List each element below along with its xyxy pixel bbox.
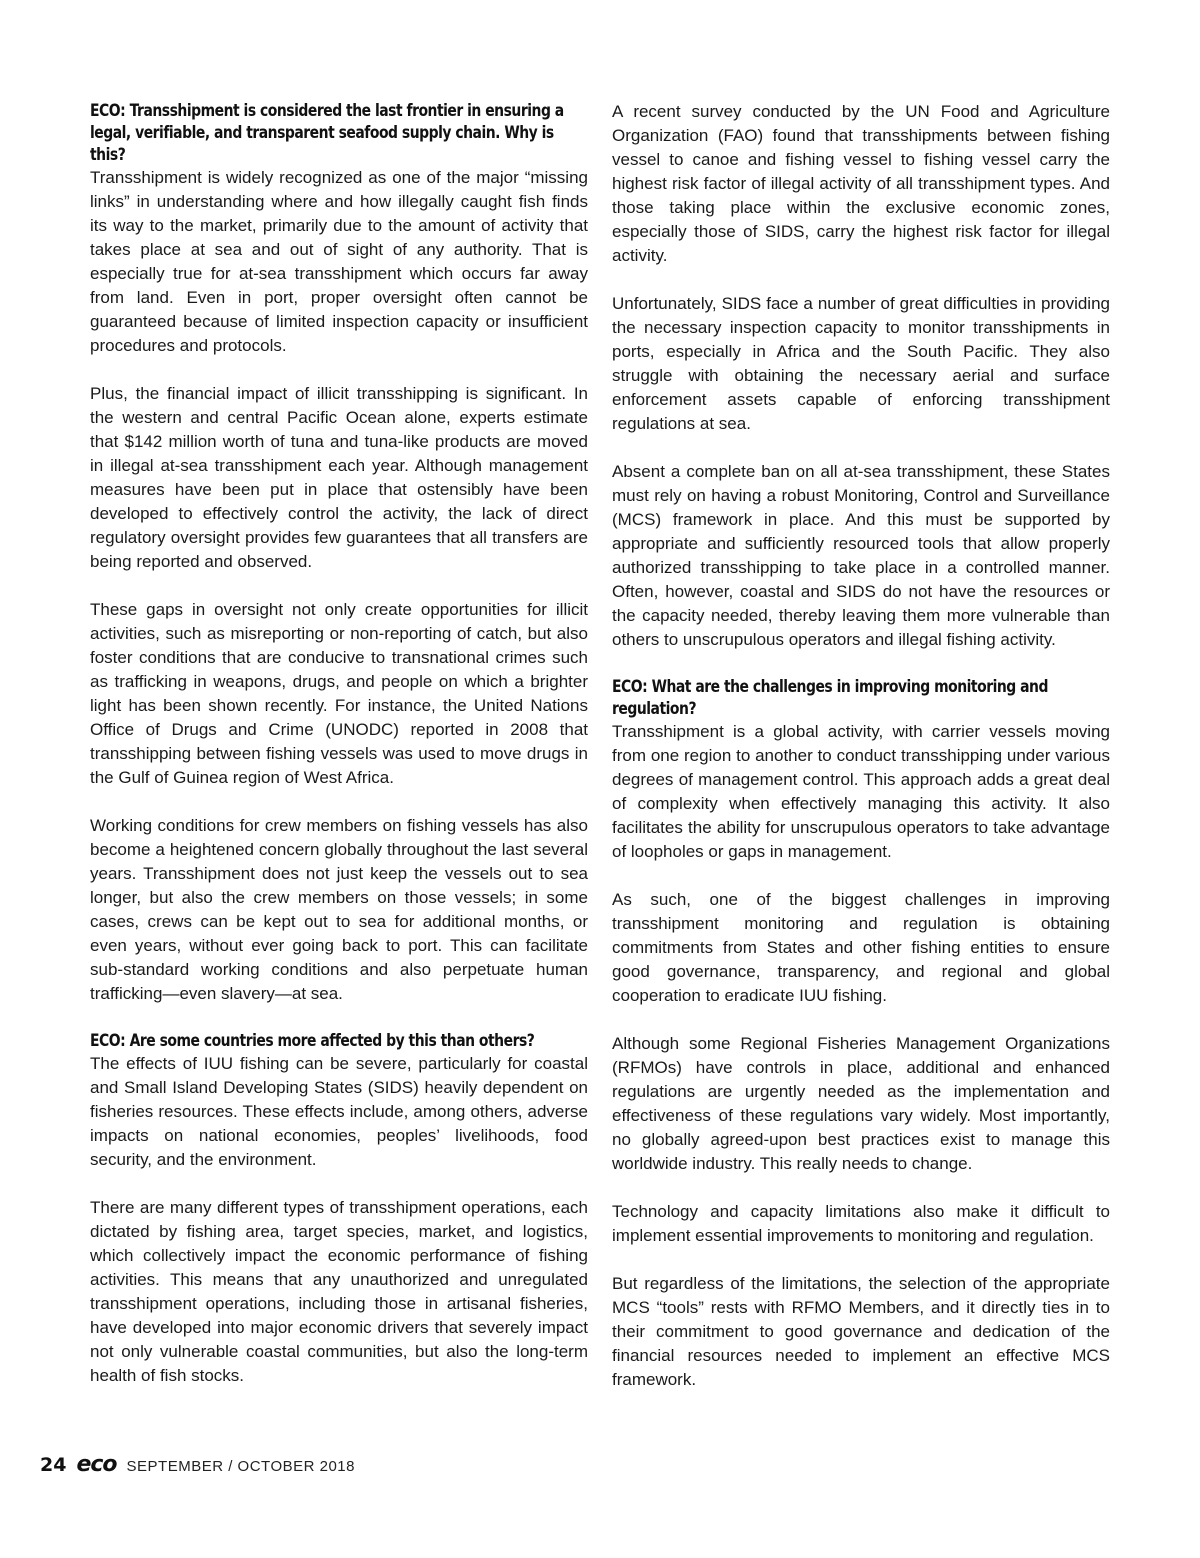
answer-paragraph: As such, one of the biggest challenges in improving transshipment monitoring and regulation is obtaining commitments from States and other fishing entities to ensure good governance, transparency, and regional and global cooperation to eradicate IUU fishing. xyxy=(612,890,1110,1005)
answer-paragraph: Although some Regional Fisheries Management Organizations (RFMOs) have controls in place, additional and enhanced regulations are urgently needed as the implementation and effectiveness of these regulations vary widely. Most importantly, no globally agreed-upon best practices exist to manage this worldwide industry. This really needs to change. xyxy=(612,1034,1110,1173)
question-heading-countries-affected: ECO: Are some countries more affected by this than others? xyxy=(90,1031,535,1051)
question-heading-challenges: ECO: What are the challenges in improving monitoring and regulation? xyxy=(612,677,1048,719)
answer-paragraph: The effects of IUU fishing can be severe, particularly for coastal and Small Island Developing States (SIDS) heavily dependent on fisheries resources. These effects include, among others, adverse impacts on national economies, peoples’ livelihoods, food security, and the environment. xyxy=(90,1054,588,1169)
question-heading-why-last-frontier: ECO: Transshipment is considered the last frontier in ensuring a legal, verifiable, and transparent seafood supply chain. Why is this? xyxy=(90,101,564,165)
right-column xyxy=(612,100,1110,1416)
answer-paragraph: Unfortunately, SIDS face a number of great difficulties in providing the necessary inspection capacity to monitor transshipments in ports, especially in Africa and the South Pacific. They also struggle with obtaining the necessary aerial and surface enforcement assets capable of enforcing transshipment regulations at sea. xyxy=(612,294,1110,433)
answer-paragraph: Transshipment is a global activity, with carrier vessels moving from one region to another to conduct transshipping under various degrees of management control. This approach adds a great deal of complexity when effectively managing this activity. It also facilitates the ability for unscrupulous operators to take advantage of loopholes or gaps in management. xyxy=(612,722,1110,861)
answer-paragraph: Absent a complete ban on all at-sea transshipment, these States must rely on having a robust Monitoring, Control and Surveillance (MCS) framework in place. And this must be supported by appropriate and sufficiently resourced tools that allow properly authorized transshipping to take place in a controlled manner. Often, however, coastal and SIDS do not have the resources or the capacity needed, thereby leaving them more vulnerable than others to unscrupulous operators and illegal fishing activity. xyxy=(612,462,1110,649)
answer-paragraph: Working conditions for crew members on fishing vessels has also become a heightened concern globally throughout the last several years. Transshipment does not just keep the vessels out to sea longer, but also the crew members on those vessels; in some cases, crews can be kept out to sea for additional months, or even years, without ever going back to port. This can facilitate sub-standard working conditions and also perpetuate human trafficking—even slavery—at sea. xyxy=(90,816,588,1003)
answer-paragraph: There are many different types of transshipment operations, each dictated by fishing area, target species, market, and logistics, which collectively impact the economic performance of fishing activities. This means that any unauthorized and unregulated transshipment operations, including those in artisanal fisheries, have developed into major economic drivers that severely impact not only vulnerable coastal communities, but also the long-term health of fish stocks. xyxy=(90,1198,588,1385)
answer-paragraph: Technology and capacity limitations also make it difficult to implement essential improvements to monitoring and regulation. xyxy=(612,1202,1110,1245)
left-column xyxy=(90,100,588,1412)
answer-paragraph: But regardless of the limitations, the selection of the appropriate MCS “tools” rests with RFMO Members, and it directly ties in to their commitment to good governance and dedication of the financial resources needed to implement an effective MCS framework. xyxy=(612,1274,1110,1389)
answer-paragraph: These gaps in oversight not only create opportunities for illicit activities, such as misreporting or non-reporting of catch, but also foster conditions that are conducive to transnational crimes such as trafficking in weapons, drugs, and people on which a brighter light has been shown recently. For instance, the United Nations Office of Drugs and Crime (UNODC) reported in 2008 that transshipping between fishing vessels was used to move drugs in the Gulf of Guinea region of West Africa. xyxy=(90,600,588,787)
issue-date: SEPTEMBER / OCTOBER 2018 xyxy=(126,1458,355,1475)
answer-paragraph: Transshipment is widely recognized as one of the major “missing links” in understanding where and how illegally caught fish finds its way to the market, primarily due to the amount of activity that takes place at sea and out of sight of any authority. That is especially true for at-sea transshipment which occurs far away from land. Even in port, proper oversight often cannot be guaranteed because of limited inspection capacity or insufficient procedures and protocols. xyxy=(90,168,588,355)
magazine-logo: eco xyxy=(76,1452,117,1477)
page-number: 24 xyxy=(40,1454,67,1476)
answer-paragraph: A recent survey conducted by the UN Food and Agriculture Organization (FAO) found that transshipments between fishing vessel to canoe and fishing vessel to fishing vessel carry the highest risk factor of illegal activity of all transshipment types. And those taking place within the exclusive economic zones, especially those of SIDS, carry the highest risk factor for illegal activity. xyxy=(612,102,1110,265)
page-footer xyxy=(40,1452,355,1477)
answer-paragraph: Plus, the financial impact of illicit transshipping is significant. In the western and central Pacific Ocean alone, experts estimate that $142 million worth of tuna and tuna-like products are moved in illegal at-sea transshipment each year. Although management measures have been put in place that ostensibly have been developed to effectively control the activity, the lack of direct regulatory oversight provides few guarantees that all transfers are being reported and observed. xyxy=(90,384,588,571)
